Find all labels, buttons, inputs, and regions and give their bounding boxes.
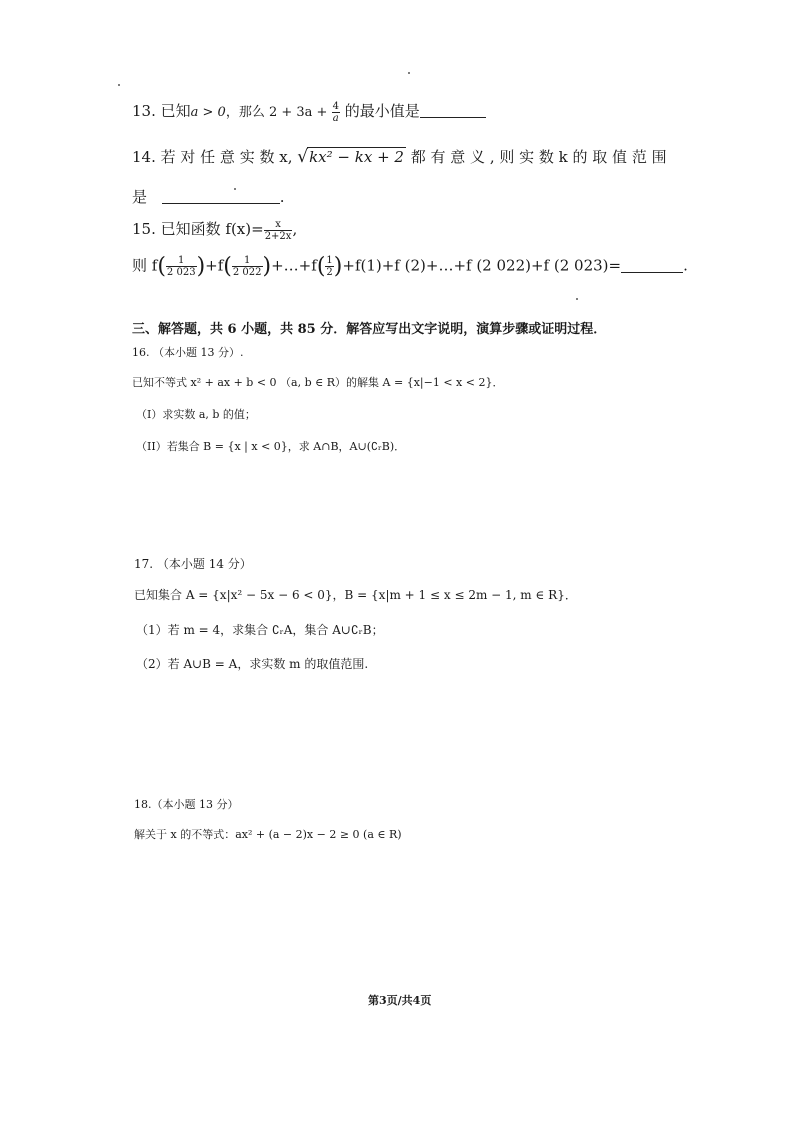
- q14-prefix: 14. 若 对 任 意 实 数 x,: [132, 148, 293, 166]
- question-17-part2: （2）若 A∪B = A，求实数 m 的取值范围.: [136, 657, 369, 671]
- scan-speck: [408, 72, 410, 74]
- q14-suffix: 都 有 意 义 , 则 实 数 k 的 取 值 范 围: [410, 148, 667, 166]
- question-13: [132, 100, 486, 124]
- q15-plus-f: +f: [205, 256, 224, 275]
- q15-tail: +f(1)+f (2)+…+f (2 022)+f (2 023)=: [342, 256, 622, 275]
- q15-answer-blank: [621, 272, 683, 273]
- q14-line2-prefix: 是: [132, 188, 148, 206]
- scan-speck: [576, 298, 578, 300]
- question-14-line1: [132, 146, 667, 167]
- q15-arg3: $\frac{1}{2}$: [326, 255, 333, 278]
- q13-condition: a > 0: [190, 105, 226, 120]
- q13-prefix: 13. 已知: [132, 102, 191, 120]
- q15-line1-suffix: ,: [292, 220, 298, 238]
- q13-suffix: 的最小值是: [339, 102, 420, 120]
- question-17-part1: （1）若 m = 4，求集合 ∁ᵣA，集合 A∪∁ᵣB；: [136, 623, 384, 637]
- question-15-line1: [132, 218, 297, 242]
- q14-radicand: kx² − kx + 2: [309, 148, 404, 166]
- question-16-part2: （II）若集合 B = {x | x < 0}，求 A∩B，A∪(∁ᵣB)．: [136, 440, 406, 453]
- question-16-stem: 已知不等式 x² + ax + b < 0 （a, b ∈ R）的解集 A = {x|−1 < x < 2}．: [132, 376, 504, 389]
- q15-line1: 15. 已知函数 f(x)=: [132, 220, 264, 238]
- question-18-title: 18.（本小题 13 分）: [134, 798, 239, 811]
- q13-answer-blank: [420, 117, 486, 118]
- question-18-stem: 解关于 x 的不等式：ax² + (a − 2)x − 2 ≥ 0 (a ∈ R): [134, 828, 402, 841]
- q15-function-fraction: $\frac{x}{2+2x}$: [264, 218, 292, 242]
- q15-arg1: $\frac{1}{2 023}$: [166, 255, 196, 278]
- page-footer: 第3页/共4页: [368, 994, 432, 1007]
- scan-speck: [118, 84, 120, 86]
- sqrt-icon: √: [297, 147, 309, 167]
- question-16-part1: （I）求实数 a, b 的值；: [136, 408, 256, 421]
- question-14-line2: 是 .: [132, 188, 285, 206]
- question-16-title: 16. （本小题 13 分）.: [132, 346, 244, 359]
- q13-expression: ，那么 2 + 3a +: [225, 105, 332, 120]
- section-3-heading: 三、解答题，共 6 小题，共 85 分．解答应写出文字说明，演算步骤或证明过程．: [132, 322, 607, 337]
- q15-end: .: [683, 256, 688, 275]
- question-17-stem: 已知集合 A = {x|x² − 5x − 6 < 0}，B = {x|m + 1 ≤ x ≤ 2m − 1, m ∈ R}．: [134, 588, 577, 602]
- question-17-title: 17. （本小题 14 分）: [134, 557, 252, 571]
- q15-mid: +…+f: [271, 256, 317, 275]
- q15-arg2: $\frac{1}{2 022}$: [232, 255, 262, 278]
- q15-line2-prefix: 则 f: [132, 256, 158, 275]
- q13-fraction: $\frac{4}{a}$: [332, 100, 339, 124]
- question-15-line2: 则 f( $\frac{1}{2 023}$ )+f( $\frac{1}{2 022}$ )+…+f( $\frac{1}{2}$ )+f(1)+f (2)+…+f (2 022)+f (2 023)= .: [132, 254, 688, 279]
- q14-answer-blank: [162, 203, 280, 204]
